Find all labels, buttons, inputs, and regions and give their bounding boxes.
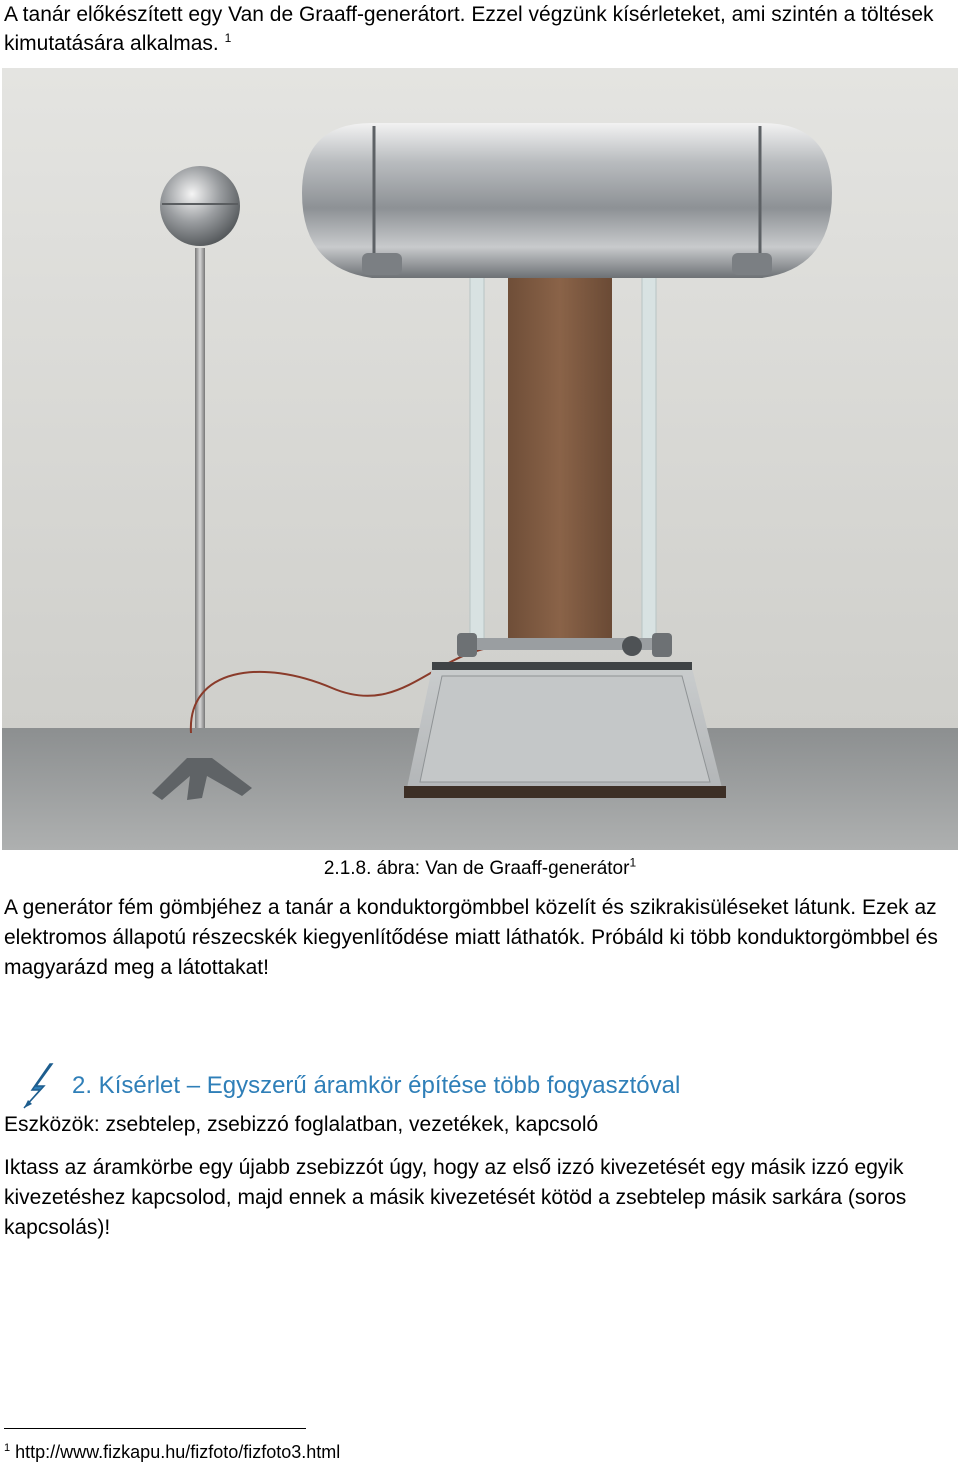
- footnote-ref[interactable]: 1: [224, 31, 232, 45]
- footnote-link[interactable]: http://www.fizkapu.hu/fizfoto/fizfoto3.html: [15, 1442, 341, 1462]
- footnote-number: 1: [4, 1442, 11, 1454]
- experiment-title: 2. Kísérlet – Egyszerű áramkör építése több fogyasztóval: [72, 1072, 681, 1099]
- lightning-icon: [14, 1062, 66, 1110]
- experiment-heading: [4, 1066, 954, 1106]
- caption-footnote-ref[interactable]: 1: [629, 855, 637, 870]
- intro-text: A tanár előkészített egy Van de Graaff-generátort. Ezzel végzünk kísérleteket, ami szintén a töltések kimutatására alkalmas.: [4, 3, 934, 55]
- van-de-graaff-photo: [2, 68, 958, 850]
- intro-paragraph: [4, 0, 954, 58]
- body-paragraph: A generátor fém gömbjéhez a tanár a konduktorgömbbel közelít és szikrakisüléseket látunk. Ezek az elektromos állapotú részecskék kiegyenlítődése miatt láthatók. Próbáld ki több konduktorgömbbel és magyarázd meg a látottakat!: [4, 896, 938, 979]
- caption-text: 2.1.8. ábra: Van de Graaff-generátor: [323, 858, 630, 879]
- instruction-paragraph: Iktass az áramkörbe egy újabb zsebizzót úgy, hogy az első izzó kivezetését egy másik izzó egyik kivezetéshez kapcsolod, majd ennek a másik kivezetését kötöd a zsebtelep másik sarkára (soros kapcsolás)!: [4, 1156, 907, 1239]
- figure-caption: [0, 856, 960, 882]
- footnote-separator: [4, 1428, 306, 1429]
- footnote: [4, 1440, 340, 1464]
- tools-list: Eszközök: zsebtelep, zsebizzó foglalatban, vezetékek, kapcsoló: [4, 1113, 599, 1136]
